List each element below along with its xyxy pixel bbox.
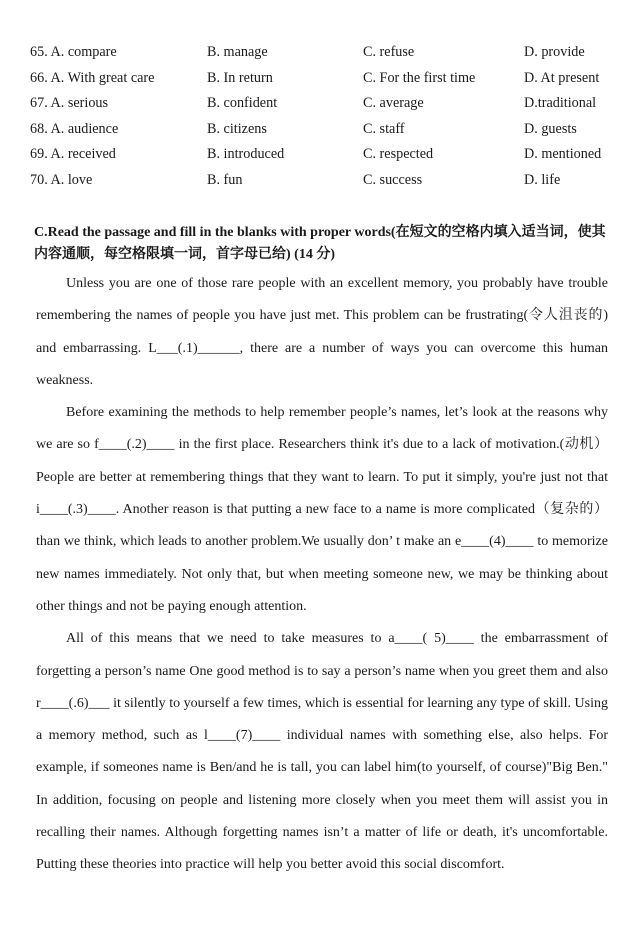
option-b: B. citizens: [207, 120, 267, 137]
option-a: 66. A. With great care: [30, 69, 155, 86]
section-heading: C.Read the passage and fill in the blanks with proper words(在短文的空格内填入适当词，使其内容通顺，每空格限填一词，首字母已给) (14 分): [34, 225, 606, 262]
passage-text: All of this means that we need to take measures to: [66, 631, 389, 647]
passage-text: Unless you are one of those rare people with an excellent memory, you probably have trouble remembering the names of people you have just met. This problem can be frustrating(令人沮丧的) and embarrassing.: [36, 276, 608, 356]
option-row-68: [30, 117, 630, 143]
option-d: D. At present: [524, 69, 600, 86]
option-a: 67. A. serious: [30, 95, 109, 112]
passage-text: the embarrassment of forgetting a person’s name One good method is to say a person’s name when you greet them and also: [36, 631, 608, 679]
passage-text: . Another reason is that putting a new face to a name is more complicated（复杂的） than we think, which leads to another problem.We usually don’ t make an: [36, 502, 608, 550]
passage-text: to memorize new names immediately. Not only that, but when meeting someone new, we may be thinking about other things and not be paying enough attention.: [36, 534, 608, 614]
passage-text: Before examining the methods to help remember people’s names, let’s look at the reasons why we are so: [36, 405, 608, 453]
blank-3: i____(.3)____: [36, 502, 116, 518]
option-c: C. For the first time: [363, 69, 476, 86]
option-a: 70. A. love: [30, 171, 93, 188]
option-row-70: [30, 168, 630, 194]
option-d: D. mentioned: [524, 146, 602, 163]
blank-2: f____(.2)____: [94, 437, 175, 453]
passage-text: individual names with something else, also helps. For example, if someones name is Ben/and he is tall, you can label him(to yourself, of course)"Big Ben." In addition, focusing on people and listening more closely when you meet them will assist you in recalling their names. Although forgetting names isn’t a matter of life or death, it's uncomfortable. Putting these theories into practice will help you better avoid this social discomfort.: [36, 728, 609, 873]
option-c: C. refuse: [363, 44, 415, 60]
option-c: C. success: [363, 171, 423, 188]
passage: [36, 268, 608, 882]
blank-4: e____(4)____: [454, 534, 534, 550]
option-d: D.traditional: [524, 95, 597, 112]
option-b: B. introduced: [207, 146, 285, 163]
option-d: D. provide: [524, 44, 585, 60]
option-a: 69. A. received: [30, 146, 116, 163]
passage-text: it silently to yourself a few times, which is essential for learning any type of skill. Using a memory method, such as: [36, 695, 608, 744]
paragraph-1: [36, 268, 608, 397]
option-row-65: [30, 40, 630, 66]
option-row-69: [30, 142, 630, 168]
option-b: B. fun: [207, 171, 243, 188]
options-table: [30, 40, 630, 194]
option-c: C. average: [363, 95, 424, 112]
option-c: C. respected: [363, 146, 434, 163]
option-a: 65. A. compare: [30, 44, 117, 60]
option-b: B. manage: [207, 44, 268, 60]
paragraph-3: [36, 623, 608, 881]
blank-6: r____(.6)___: [36, 695, 110, 711]
blank-7: l____(7)____: [204, 728, 281, 744]
option-row-66: [30, 66, 630, 92]
passage-text: in the first place. Researchers think it's due to a lack of motivation.(动机） People are better at remembering things that they want to learn. To put it simply, you're just not that: [36, 437, 608, 485]
option-row-67: [30, 91, 630, 117]
option-c: C. staff: [363, 120, 405, 137]
option-d: D. guests: [524, 120, 577, 137]
passage-text: , there are a number of ways you can overcome this human weakness.: [36, 340, 608, 388]
paragraph-2: [36, 397, 608, 623]
option-b: B. confident: [207, 95, 278, 112]
blank-1: L___(.1)______: [148, 340, 240, 356]
option-a: 68. A. audience: [30, 120, 119, 137]
blank-5: a____( 5)____: [388, 631, 474, 647]
option-d: D. life: [524, 171, 561, 188]
option-b: B. In return: [207, 69, 273, 86]
